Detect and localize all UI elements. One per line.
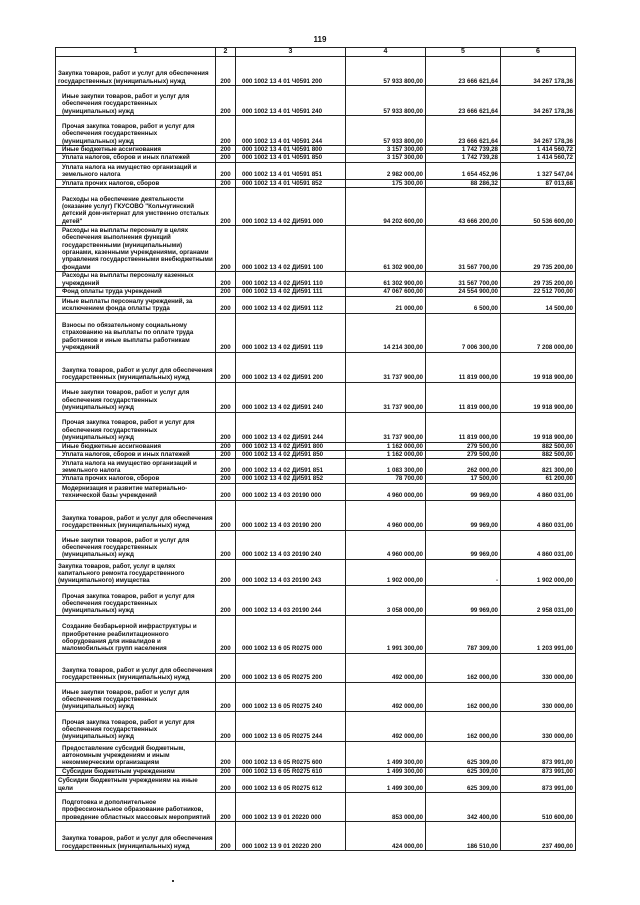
line-code-cell: 200: [216, 559, 236, 585]
table-row: [56, 382, 576, 412]
item-name-cell: Уплата прочих налогов, сборов: [56, 179, 216, 187]
table-row: [56, 226, 576, 272]
executed-amount-cell: 31 567 700,00: [426, 226, 501, 272]
budget-code-cell: 000 1002 13 6 05 R0275 612: [236, 776, 346, 793]
line-code-cell: 200: [216, 313, 236, 352]
budget-code-cell: 000 1002 13 4 02 ДИ591 851: [236, 459, 346, 475]
executed-amount-cell: 342 400,00: [426, 793, 501, 822]
budget-code-cell: 000 1002 13 9 01 20220 000: [236, 793, 346, 822]
line-code-cell: 200: [216, 711, 236, 741]
budget-code-cell: 000 1002 13 4 02 ДИ591 119: [236, 313, 346, 352]
line-code-cell: 200: [216, 822, 236, 851]
approved-amount-cell: 61 302 900,00: [346, 272, 426, 288]
table-row: [56, 585, 576, 615]
remaining-amount-cell: 882 500,00: [501, 442, 576, 450]
line-code-cell: 200: [216, 776, 236, 793]
executed-amount-cell: 17 500,00: [426, 475, 501, 483]
line-code-cell: 200: [216, 793, 236, 822]
budget-code-cell: 000 1002 13 6 05 R0275 244: [236, 711, 346, 741]
item-name-cell: Модернизация и развитие материально-технической базы учреждений: [56, 483, 216, 500]
table-row: [56, 530, 576, 559]
line-code-cell: 200: [216, 296, 236, 313]
table-row: [56, 57, 576, 86]
executed-amount-cell: 99 969,00: [426, 585, 501, 615]
line-code-cell: 200: [216, 682, 236, 711]
approved-amount-cell: 1 083 300,00: [346, 459, 426, 475]
item-name-cell: Иные закупки товаров, работ и услуг для обеспечения государственных (муниципальных) нужд: [56, 682, 216, 711]
scan-mark: [172, 880, 174, 882]
executed-amount-cell: 6 500,00: [426, 296, 501, 313]
remaining-amount-cell: 882 500,00: [501, 451, 576, 459]
line-code-cell: 200: [216, 741, 236, 767]
executed-amount-cell: 1 742 739,28: [426, 154, 501, 162]
executed-amount-cell: 11 819 000,00: [426, 352, 501, 382]
remaining-amount-cell: 87 013,68: [501, 179, 576, 187]
budget-code-cell: 000 1002 13 4 02 ДИ591 240: [236, 382, 346, 412]
budget-code-cell: 000 1002 13 4 01 Ч0591 852: [236, 179, 346, 187]
remaining-amount-cell: 19 918 900,00: [501, 382, 576, 412]
budget-code-cell: 000 1002 13 4 02 ДИ591 000: [236, 188, 346, 226]
executed-amount-cell: 23 666 621,64: [426, 86, 501, 116]
line-code-cell: 200: [216, 585, 236, 615]
approved-amount-cell: 14 214 300,00: [346, 313, 426, 352]
executed-amount-cell: 88 286,32: [426, 179, 501, 187]
executed-amount-cell: 23 666 621,64: [426, 116, 501, 146]
line-code-cell: 200: [216, 442, 236, 450]
table-row: [56, 154, 576, 162]
approved-amount-cell: 31 737 900,00: [346, 412, 426, 442]
executed-amount-cell: 262 000,00: [426, 459, 501, 475]
table-row: [56, 459, 576, 475]
item-name-cell: Иные закупки товаров, работ и услуг для обеспечения государственных (муниципальных) нужд: [56, 530, 216, 559]
item-name-cell: Иные бюджетные ассигнования: [56, 442, 216, 450]
approved-amount-cell: 1 499 300,00: [346, 776, 426, 793]
remaining-amount-cell: 34 267 178,36: [501, 57, 576, 86]
table-row: [56, 741, 576, 767]
executed-amount-cell: 11 819 000,00: [426, 382, 501, 412]
item-name-cell: Уплата налогов, сборов и иных платежей: [56, 451, 216, 459]
executed-amount-cell: -: [426, 559, 501, 585]
approved-amount-cell: 3 157 300,00: [346, 154, 426, 162]
approved-amount-cell: 61 302 900,00: [346, 226, 426, 272]
approved-amount-cell: 31 737 900,00: [346, 382, 426, 412]
budget-code-cell: 000 1002 13 4 01 Ч0591 850: [236, 154, 346, 162]
remaining-amount-cell: 61 200,00: [501, 475, 576, 483]
item-name-cell: Закупка товаров, работ и услуг для обеспечения государственных (муниципальных) нужд: [56, 352, 216, 382]
line-code-cell: 200: [216, 500, 236, 530]
page-number: 119: [313, 35, 327, 44]
budget-code-cell: 000 1002 13 4 03 20190 244: [236, 585, 346, 615]
header-cell: 6: [501, 48, 576, 57]
executed-amount-cell: 625 309,00: [426, 767, 501, 775]
executed-amount-cell: 99 969,00: [426, 500, 501, 530]
header-cell: 4: [346, 48, 426, 57]
item-name-cell: Уплата прочих налогов, сборов: [56, 475, 216, 483]
header-cell: 1: [56, 48, 216, 57]
remaining-amount-cell: 29 735 200,00: [501, 226, 576, 272]
approved-amount-cell: 57 933 800,00: [346, 86, 426, 116]
line-code-cell: 200: [216, 530, 236, 559]
executed-amount-cell: 23 666 621,64: [426, 57, 501, 86]
remaining-amount-cell: 1 414 560,72: [501, 154, 576, 162]
item-name-cell: Расходы на выплаты персоналу казенных учреждений: [56, 272, 216, 288]
item-name-cell: Фонд оплаты труда учреждений: [56, 288, 216, 296]
item-name-cell: Иные закупки товаров, работ и услуг для обеспечения государственных (муниципальных) нужд: [56, 382, 216, 412]
item-name-cell: Прочая закупка товаров, работ и услуг для обеспечения государственных (муниципальных) нужд: [56, 116, 216, 146]
executed-amount-cell: 787 309,00: [426, 615, 501, 653]
item-name-cell: Подготовка и дополнительное профессиональное образование работников, проведение областных массовых мероприятий: [56, 793, 216, 822]
approved-amount-cell: 492 000,00: [346, 711, 426, 741]
line-code-cell: 200: [216, 179, 236, 187]
table-body: [56, 57, 576, 851]
remaining-amount-cell: 1 414 560,72: [501, 146, 576, 154]
remaining-amount-cell: 330 000,00: [501, 682, 576, 711]
item-name-cell: Субсидии бюджетным учреждениям на иные цели: [56, 776, 216, 793]
budget-code-cell: 000 1002 13 6 05 R0275 600: [236, 741, 346, 767]
executed-amount-cell: 31 567 700,00: [426, 272, 501, 288]
remaining-amount-cell: 821 300,00: [501, 459, 576, 475]
approved-amount-cell: 492 000,00: [346, 653, 426, 682]
budget-code-cell: 000 1002 13 4 01 Ч0591 800: [236, 146, 346, 154]
approved-amount-cell: 1 162 000,00: [346, 451, 426, 459]
header-row: [56, 48, 576, 57]
executed-amount-cell: 162 000,00: [426, 653, 501, 682]
approved-amount-cell: 57 933 800,00: [346, 116, 426, 146]
item-name-cell: Создание безбарьерной инфраструктуры и приобретение реабилитационного оборудования для инвалидов и маломобильных групп населения: [56, 615, 216, 653]
executed-amount-cell: 11 819 000,00: [426, 412, 501, 442]
budget-code-cell: 000 1002 13 6 05 R0275 610: [236, 767, 346, 775]
item-name-cell: Уплата налогов, сборов и иных платежей: [56, 154, 216, 162]
item-name-cell: Закупка товаров, работ и услуг для обеспечения государственных (муниципальных) нужд: [56, 822, 216, 851]
item-name-cell: Субсидии бюджетным учреждениям: [56, 767, 216, 775]
approved-amount-cell: 78 700,00: [346, 475, 426, 483]
table-row: [56, 313, 576, 352]
approved-amount-cell: 175 300,00: [346, 179, 426, 187]
item-name-cell: Прочая закупка товаров, работ и услуг для обеспечения государственных (муниципальных) нужд: [56, 711, 216, 741]
table-row: [56, 86, 576, 116]
item-name-cell: Прочая закупка товаров, работ и услуг для обеспечения государственных (муниципальных) нужд: [56, 412, 216, 442]
item-name-cell: Уплата налога на имущество организаций и земельного налога: [56, 459, 216, 475]
table-row: [56, 475, 576, 483]
line-code-cell: 200: [216, 188, 236, 226]
table-row: [56, 116, 576, 146]
remaining-amount-cell: 873 991,00: [501, 741, 576, 767]
executed-amount-cell: 1 654 452,96: [426, 162, 501, 179]
table-row: [56, 188, 576, 226]
item-name-cell: Прочая закупка товаров, работ и услуг для обеспечения государственных (муниципальных) нужд: [56, 585, 216, 615]
executed-amount-cell: 162 000,00: [426, 682, 501, 711]
approved-amount-cell: 1 499 300,00: [346, 741, 426, 767]
budget-code-cell: 000 1002 13 4 01 Ч0591 851: [236, 162, 346, 179]
remaining-amount-cell: 510 600,00: [501, 793, 576, 822]
table-row: [56, 767, 576, 775]
budget-table: [55, 47, 576, 851]
table-row: [56, 179, 576, 187]
table-row: [56, 822, 576, 851]
executed-amount-cell: 99 969,00: [426, 483, 501, 500]
executed-amount-cell: 24 554 900,00: [426, 288, 501, 296]
remaining-amount-cell: 34 267 178,36: [501, 116, 576, 146]
line-code-cell: 200: [216, 767, 236, 775]
line-code-cell: 200: [216, 154, 236, 162]
remaining-amount-cell: 330 000,00: [501, 653, 576, 682]
executed-amount-cell: 279 500,00: [426, 442, 501, 450]
approved-amount-cell: 1 991 300,00: [346, 615, 426, 653]
executed-amount-cell: 186 510,00: [426, 822, 501, 851]
remaining-amount-cell: 14 500,00: [501, 296, 576, 313]
header-cell: 5: [426, 48, 501, 57]
budget-code-cell: 000 1002 13 4 03 20190 240: [236, 530, 346, 559]
line-code-cell: 200: [216, 483, 236, 500]
item-name-cell: Уплата налога на имущество организаций и земельного налога: [56, 162, 216, 179]
approved-amount-cell: 3 157 300,00: [346, 146, 426, 154]
remaining-amount-cell: 50 536 600,00: [501, 188, 576, 226]
budget-code-cell: 000 1002 13 4 01 Ч0591 244: [236, 116, 346, 146]
remaining-amount-cell: 19 918 900,00: [501, 352, 576, 382]
line-code-cell: 200: [216, 352, 236, 382]
executed-amount-cell: 99 969,00: [426, 530, 501, 559]
table-row: [56, 500, 576, 530]
budget-code-cell: 000 1002 13 4 02 ДИ591 850: [236, 451, 346, 459]
item-name-cell: Расходы на выплаты персоналу в целях обеспечения выполнения функций государственными (муниципальными) органами, казенными учреждениями, органами управления государственными внебюджетными фондами: [56, 226, 216, 272]
budget-code-cell: 000 1002 13 4 03 20190 200: [236, 500, 346, 530]
item-name-cell: Закупка товаров, работ и услуг для обеспечения государственных (муниципальных) нужд: [56, 57, 216, 86]
remaining-amount-cell: 34 267 178,36: [501, 86, 576, 116]
remaining-amount-cell: 4 860 031,00: [501, 500, 576, 530]
approved-amount-cell: 31 737 900,00: [346, 352, 426, 382]
line-code-cell: 200: [216, 116, 236, 146]
header-cell: 2: [216, 48, 236, 57]
budget-code-cell: 000 1002 13 4 03 20190 243: [236, 559, 346, 585]
table-row: [56, 793, 576, 822]
executed-amount-cell: 625 309,00: [426, 776, 501, 793]
line-code-cell: 200: [216, 162, 236, 179]
approved-amount-cell: 424 000,00: [346, 822, 426, 851]
budget-code-cell: 000 1002 13 4 02 ДИ591 852: [236, 475, 346, 483]
table-row: [56, 442, 576, 450]
approved-amount-cell: 853 000,00: [346, 793, 426, 822]
approved-amount-cell: 1 902 000,00: [346, 559, 426, 585]
item-name-cell: Закупка товаров, работ, услуг в целях капитального ремонта государственного (муниципального) имущества: [56, 559, 216, 585]
line-code-cell: 200: [216, 451, 236, 459]
executed-amount-cell: 625 309,00: [426, 741, 501, 767]
approved-amount-cell: 4 960 000,00: [346, 483, 426, 500]
line-code-cell: 200: [216, 475, 236, 483]
line-code-cell: 200: [216, 382, 236, 412]
approved-amount-cell: 4 960 000,00: [346, 500, 426, 530]
remaining-amount-cell: 873 991,00: [501, 776, 576, 793]
table-row: [56, 483, 576, 500]
item-name-cell: Взносы по обязательному социальному страхованию на выплаты по оплате труда работников и иные выплаты работникам учреждений: [56, 313, 216, 352]
budget-code-cell: 000 1002 13 6 05 R0275 200: [236, 653, 346, 682]
budget-code-cell: 000 1002 13 4 02 ДИ591 244: [236, 412, 346, 442]
approved-amount-cell: 1 162 000,00: [346, 442, 426, 450]
table-row: [56, 412, 576, 442]
item-name-cell: Расходы на обеспечение деятельности (оказание услуг) ГКУСОВО "Кольчугинский детский дом-интернат для умственно отсталых детей": [56, 188, 216, 226]
line-code-cell: 200: [216, 653, 236, 682]
approved-amount-cell: 94 202 600,00: [346, 188, 426, 226]
remaining-amount-cell: 7 208 000,00: [501, 313, 576, 352]
line-code-cell: 200: [216, 57, 236, 86]
budget-code-cell: 000 1002 13 4 02 ДИ591 110: [236, 272, 346, 288]
item-name-cell: Предоставление субсидий бюджетным, автономным учреждениям и иным некоммерческим организациям: [56, 741, 216, 767]
table-row: [56, 288, 576, 296]
approved-amount-cell: 21 000,00: [346, 296, 426, 313]
item-name-cell: Иные бюджетные ассигнования: [56, 146, 216, 154]
item-name-cell: Иные закупки товаров, работ и услуг для обеспечения государственных (муниципальных) нужд: [56, 86, 216, 116]
budget-code-cell: 000 1002 13 4 02 ДИ591 200: [236, 352, 346, 382]
budget-code-cell: 000 1002 13 4 02 ДИ591 800: [236, 442, 346, 450]
executed-amount-cell: 43 666 200,00: [426, 188, 501, 226]
table-row: [56, 146, 576, 154]
remaining-amount-cell: 1 902 000,00: [501, 559, 576, 585]
line-code-cell: 200: [216, 86, 236, 116]
item-name-cell: Иные выплаты персоналу учреждений, за исключением фонда оплаты труда: [56, 296, 216, 313]
remaining-amount-cell: 22 512 700,00: [501, 288, 576, 296]
executed-amount-cell: 7 006 300,00: [426, 313, 501, 352]
table-row: [56, 615, 576, 653]
approved-amount-cell: 2 982 000,00: [346, 162, 426, 179]
approved-amount-cell: 3 058 000,00: [346, 585, 426, 615]
line-code-cell: 200: [216, 615, 236, 653]
line-code-cell: 200: [216, 146, 236, 154]
table-row: [56, 653, 576, 682]
line-code-cell: 200: [216, 272, 236, 288]
budget-code-cell: 000 1002 13 4 02 ДИ591 112: [236, 296, 346, 313]
table-row: [56, 711, 576, 741]
table-row: [56, 776, 576, 793]
budget-code-cell: 000 1002 13 4 01 Ч0591 200: [236, 57, 346, 86]
budget-code-cell: 000 1002 13 6 05 R0275 240: [236, 682, 346, 711]
remaining-amount-cell: 4 860 031,00: [501, 483, 576, 500]
remaining-amount-cell: 19 918 900,00: [501, 412, 576, 442]
line-code-cell: 200: [216, 288, 236, 296]
executed-amount-cell: 162 000,00: [426, 711, 501, 741]
approved-amount-cell: 57 933 800,00: [346, 57, 426, 86]
line-code-cell: 200: [216, 226, 236, 272]
budget-code-cell: 000 1002 13 9 01 20220 200: [236, 822, 346, 851]
budget-code-cell: 000 1002 13 4 01 Ч0591 240: [236, 86, 346, 116]
table-row: [56, 162, 576, 179]
item-name-cell: Закупка товаров, работ и услуг для обеспечения государственных (муниципальных) нужд: [56, 500, 216, 530]
remaining-amount-cell: 2 958 031,00: [501, 585, 576, 615]
budget-code-cell: 000 1002 13 4 03 20190 000: [236, 483, 346, 500]
remaining-amount-cell: 1 203 991,00: [501, 615, 576, 653]
line-code-cell: 200: [216, 459, 236, 475]
table-row: [56, 451, 576, 459]
remaining-amount-cell: 1 327 547,04: [501, 162, 576, 179]
budget-code-cell: 000 1002 13 6 05 R0275 000: [236, 615, 346, 653]
table-row: [56, 352, 576, 382]
approved-amount-cell: 47 067 600,00: [346, 288, 426, 296]
executed-amount-cell: 1 742 739,28: [426, 146, 501, 154]
header-cell: 3: [236, 48, 346, 57]
remaining-amount-cell: 237 490,00: [501, 822, 576, 851]
table-row: [56, 272, 576, 288]
table-row: [56, 682, 576, 711]
remaining-amount-cell: 330 000,00: [501, 711, 576, 741]
approved-amount-cell: 4 960 000,00: [346, 530, 426, 559]
executed-amount-cell: 279 500,00: [426, 451, 501, 459]
remaining-amount-cell: 873 991,00: [501, 767, 576, 775]
line-code-cell: 200: [216, 412, 236, 442]
remaining-amount-cell: 29 735 200,00: [501, 272, 576, 288]
item-name-cell: Закупка товаров, работ и услуг для обеспечения государственных (муниципальных) нужд: [56, 653, 216, 682]
table-row: [56, 296, 576, 313]
budget-code-cell: 000 1002 13 4 02 ДИ591 111: [236, 288, 346, 296]
budget-code-cell: 000 1002 13 4 02 ДИ591 100: [236, 226, 346, 272]
approved-amount-cell: 492 000,00: [346, 682, 426, 711]
approved-amount-cell: 1 499 300,00: [346, 767, 426, 775]
remaining-amount-cell: 4 860 031,00: [501, 530, 576, 559]
table-row: [56, 559, 576, 585]
